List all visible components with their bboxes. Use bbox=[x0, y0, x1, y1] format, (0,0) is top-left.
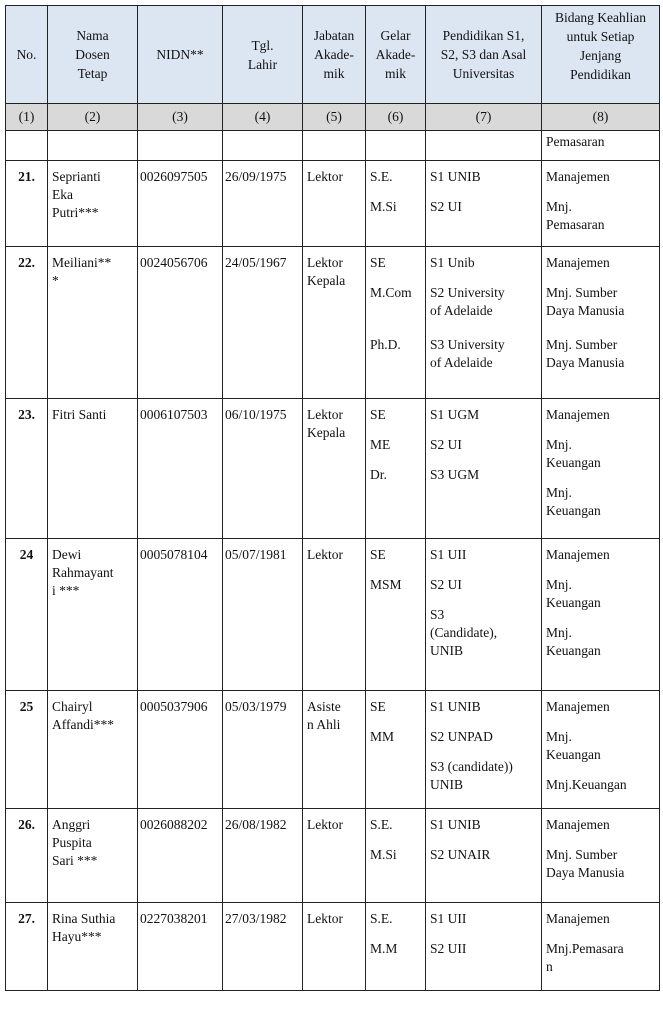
academic-degree: SE ME Dr. bbox=[366, 399, 426, 539]
academic-position: Lektor bbox=[303, 161, 366, 247]
lecturer-name: Dewi Rahmayant i *** bbox=[48, 539, 138, 691]
academic-position: Lektor Kepala bbox=[303, 247, 366, 399]
table-row bbox=[6, 399, 660, 539]
row-number: 21. bbox=[6, 161, 48, 247]
table-row bbox=[6, 161, 660, 247]
academic-degree: SE M.Com Ph.D. bbox=[366, 247, 426, 399]
expertise: Manajemen Mnj. Pemasaran bbox=[542, 161, 660, 247]
academic-degree: SE MSM bbox=[366, 539, 426, 691]
education: S1 UNIB S2 UI bbox=[426, 161, 542, 247]
row-number: 26. bbox=[6, 809, 48, 903]
lecturer-name: Rina Suthia Hayu*** bbox=[48, 903, 138, 991]
row-number: 24 bbox=[6, 539, 48, 691]
header-nama: Nama Dosen Tetap bbox=[48, 6, 138, 104]
birth-date: 27/03/1982 bbox=[223, 903, 303, 991]
expertise: Manajemen Mnj. Keuangan Mnj. Keuangan bbox=[542, 539, 660, 691]
row-number: 25 bbox=[6, 691, 48, 809]
academic-position: Lektor bbox=[303, 809, 366, 903]
column-number: (6) bbox=[366, 104, 426, 131]
row-number: 27. bbox=[6, 903, 48, 991]
row-number: 23. bbox=[6, 399, 48, 539]
education: S1 UGM S2 UI S3 UGM bbox=[426, 399, 542, 539]
education: S1 UII S2 UII bbox=[426, 903, 542, 991]
academic-position: Asiste n Ahli bbox=[303, 691, 366, 809]
education: S1 Unib S2 University of Adelaide S3 University of Adelaide bbox=[426, 247, 542, 399]
column-number: (7) bbox=[426, 104, 542, 131]
column-number: (4) bbox=[223, 104, 303, 131]
birth-date: 24/05/1967 bbox=[223, 247, 303, 399]
lecturer-table-page bbox=[5, 5, 659, 991]
birth-date: 06/10/1975 bbox=[223, 399, 303, 539]
column-number-row bbox=[6, 104, 660, 131]
nidn: 0006107503 bbox=[138, 399, 223, 539]
academic-position: Lektor bbox=[303, 903, 366, 991]
nidn: 0026097505 bbox=[138, 161, 223, 247]
birth-date: 05/07/1981 bbox=[223, 539, 303, 691]
nidn: 0024056706 bbox=[138, 247, 223, 399]
lecturer-rows bbox=[6, 161, 660, 991]
table-row bbox=[6, 809, 660, 903]
lecturer-name: Anggri Puspita Sari *** bbox=[48, 809, 138, 903]
row-number: 22. bbox=[6, 247, 48, 399]
nidn: 0227038201 bbox=[138, 903, 223, 991]
expertise: Manajemen Mnj.Pemasara n bbox=[542, 903, 660, 991]
academic-position: Lektor Kepala bbox=[303, 399, 366, 539]
table-row bbox=[6, 903, 660, 991]
education: S1 UNIB S2 UNPAD S3 (candidate)) UNIB bbox=[426, 691, 542, 809]
lecturer-name: Chairyl Affandi*** bbox=[48, 691, 138, 809]
column-number: (8) bbox=[542, 104, 660, 131]
header-pendidikan: Pendidikan S1, S2, S3 dan Asal Universitas bbox=[426, 6, 542, 104]
header-tgl-lahir: Tgl. Lahir bbox=[223, 6, 303, 104]
lecturer-name: Fitri Santi bbox=[48, 399, 138, 539]
table-row bbox=[6, 691, 660, 809]
header-nidn: NIDN** bbox=[138, 6, 223, 104]
column-number: (2) bbox=[48, 104, 138, 131]
nidn: 0005078104 bbox=[138, 539, 223, 691]
expertise: Manajemen Mnj. Keuangan Mnj.Keuangan bbox=[542, 691, 660, 809]
lecturer-table bbox=[5, 5, 660, 991]
birth-date: 26/09/1975 bbox=[223, 161, 303, 247]
column-number: (1) bbox=[6, 104, 48, 131]
lecturer-name: Seprianti Eka Putri*** bbox=[48, 161, 138, 247]
expertise: Manajemen Mnj. Sumber Daya Manusia bbox=[542, 809, 660, 903]
table-row bbox=[6, 539, 660, 691]
header-gelar: Gelar Akade- mik bbox=[366, 6, 426, 104]
birth-date: 26/08/1982 bbox=[223, 809, 303, 903]
column-number: (3) bbox=[138, 104, 223, 131]
lecturer-name: Meiliani** * bbox=[48, 247, 138, 399]
nidn: 0005037906 bbox=[138, 691, 223, 809]
header-bidang: Bidang Keahlian untuk Setiap Jenjang Pendidikan bbox=[542, 6, 660, 104]
academic-position: Lektor bbox=[303, 539, 366, 691]
header-row bbox=[6, 6, 660, 104]
table-row bbox=[6, 247, 660, 399]
nidn: 0026088202 bbox=[138, 809, 223, 903]
birth-date: 05/03/1979 bbox=[223, 691, 303, 809]
academic-degree: SE MM bbox=[366, 691, 426, 809]
continuation-row bbox=[6, 131, 660, 161]
expertise: Manajemen Mnj. Sumber Daya Manusia Mnj. Sumber Daya Manusia bbox=[542, 247, 660, 399]
academic-degree: S.E. M.Si bbox=[366, 161, 426, 247]
header-jabatan: Jabatan Akade- mik bbox=[303, 6, 366, 104]
academic-degree: S.E. M.M bbox=[366, 903, 426, 991]
education: S1 UNIB S2 UNAIR bbox=[426, 809, 542, 903]
education: S1 UII S2 UI S3 (Candidate), UNIB bbox=[426, 539, 542, 691]
header-no: No. bbox=[6, 6, 48, 104]
continuation-text: Pemasaran bbox=[542, 131, 660, 161]
expertise: Manajemen Mnj. Keuangan Mnj. Keuangan bbox=[542, 399, 660, 539]
column-number: (5) bbox=[303, 104, 366, 131]
academic-degree: S.E. M.Si bbox=[366, 809, 426, 903]
